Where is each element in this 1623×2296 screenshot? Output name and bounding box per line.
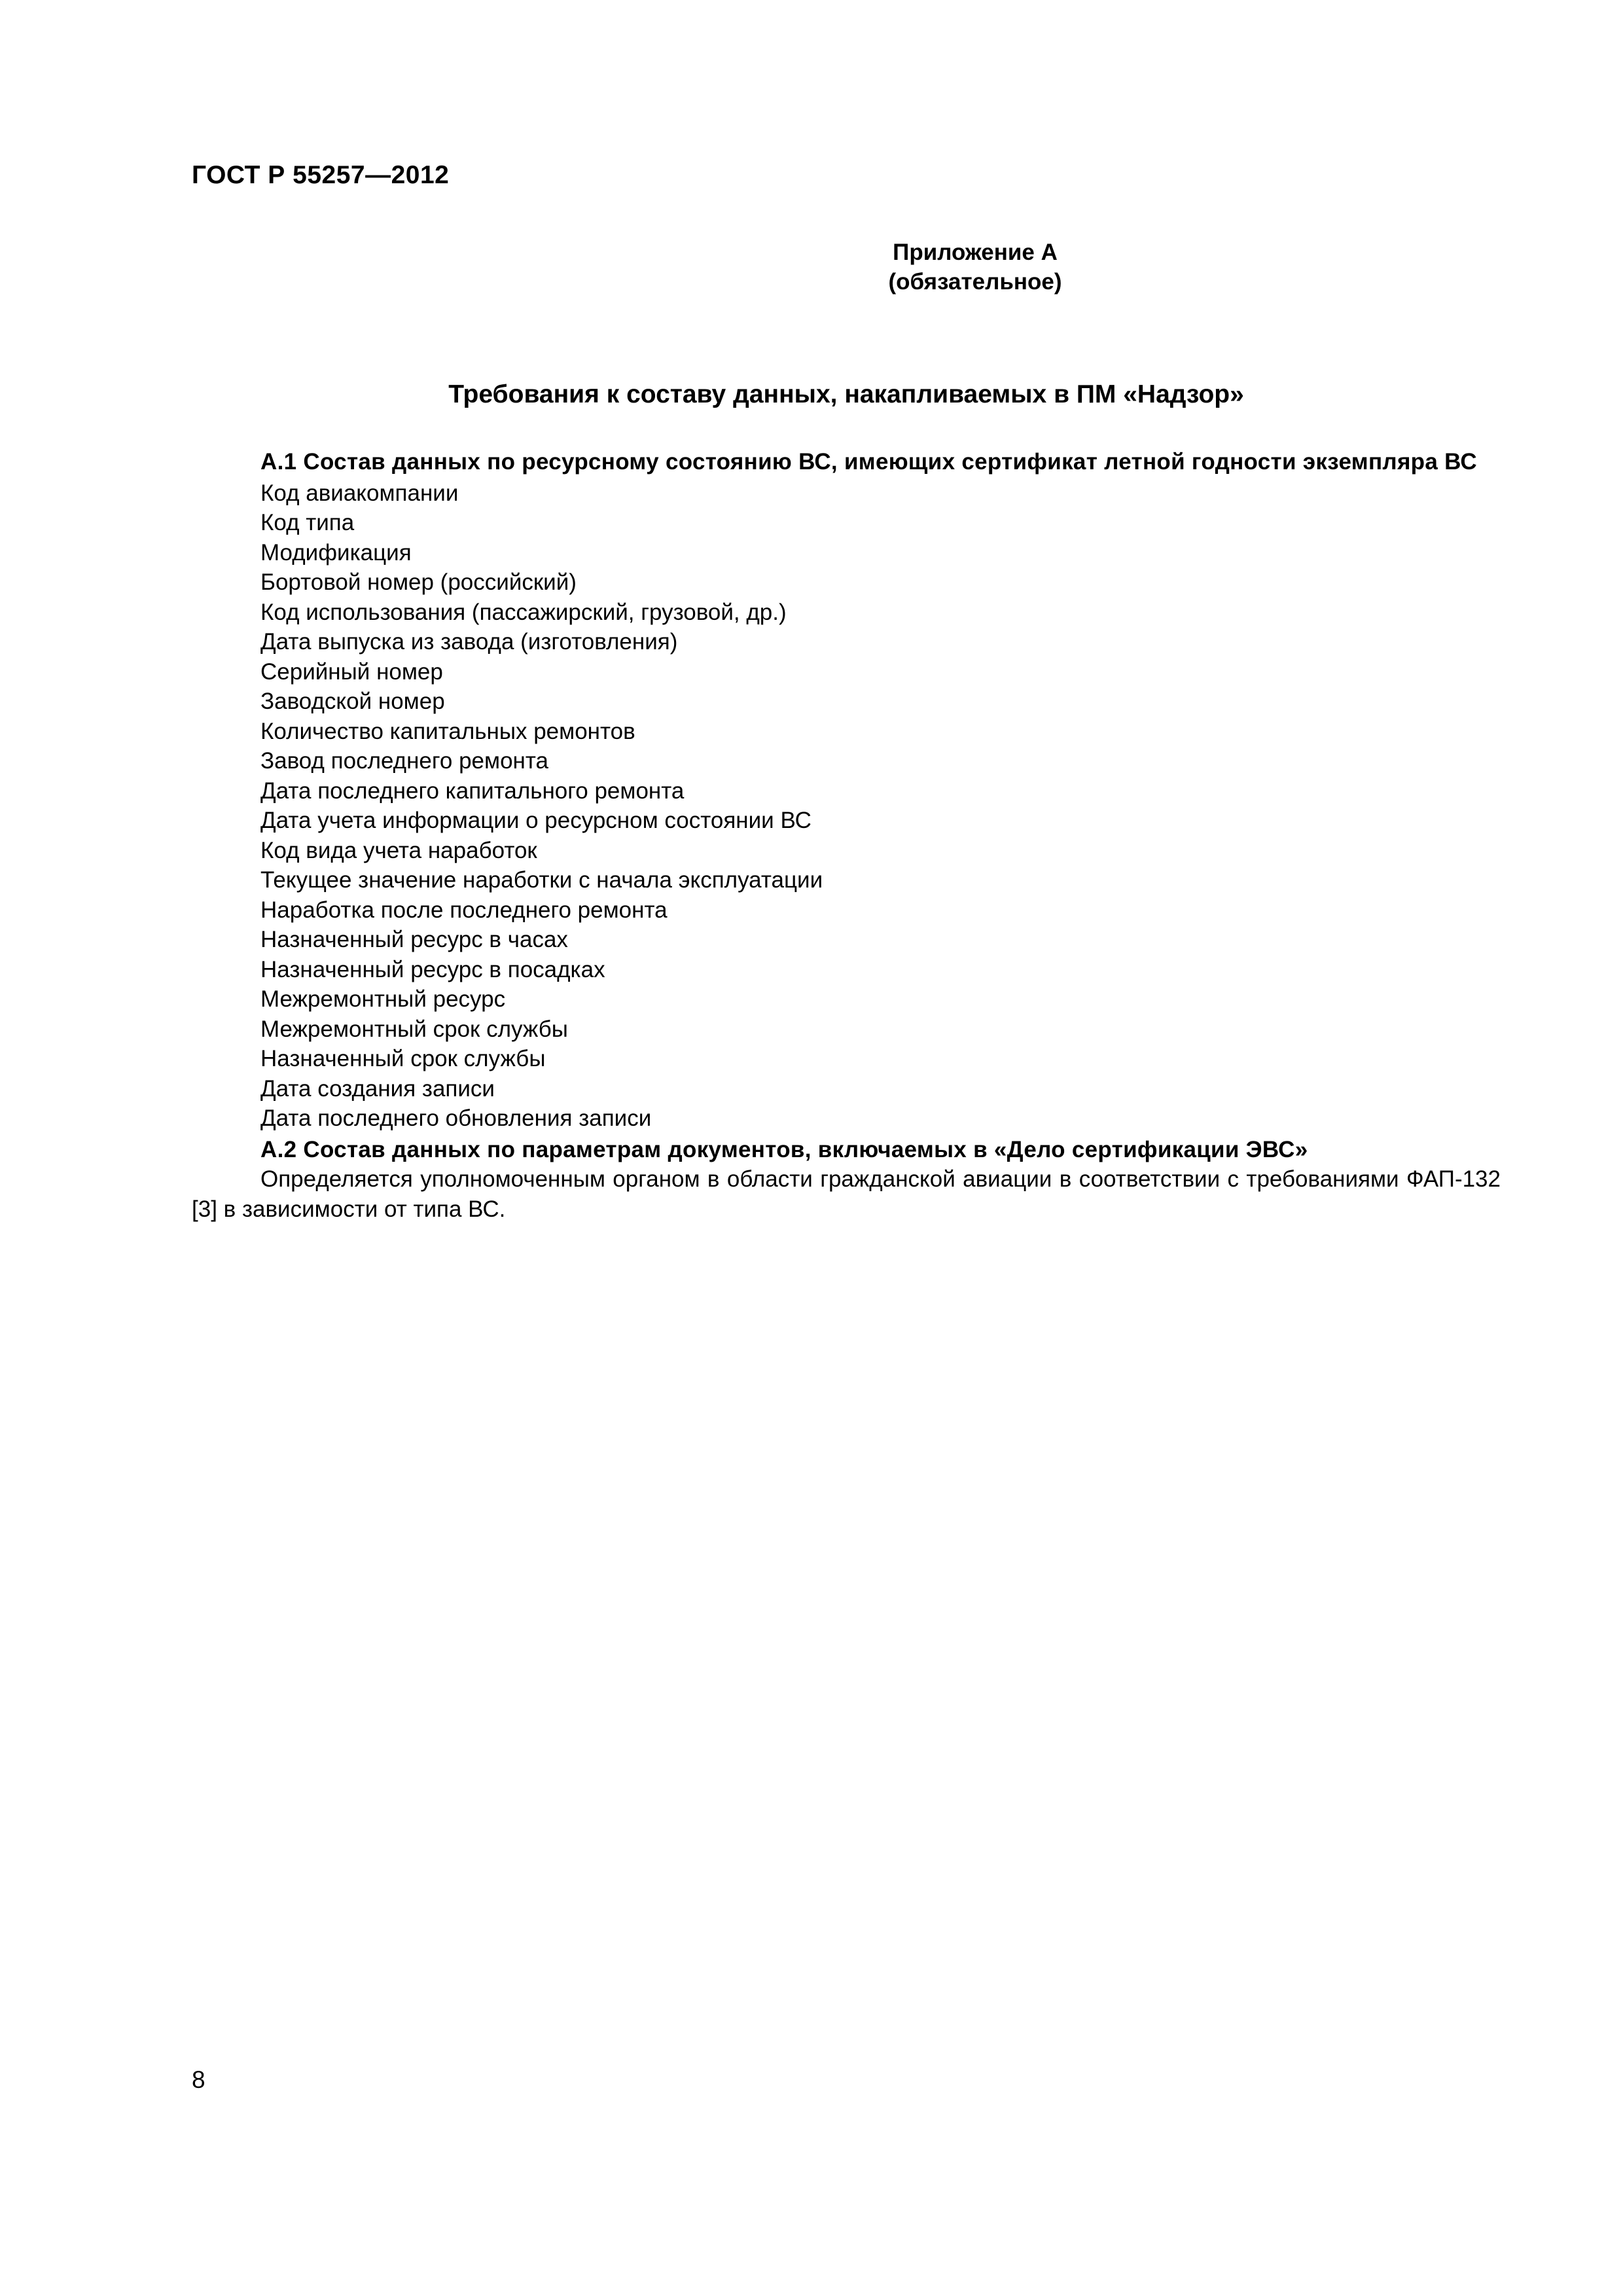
list-item: Серийный номер — [260, 658, 443, 685]
list-item: Дата создания записи — [260, 1075, 495, 1102]
appendix-title: Приложение А — [893, 240, 1058, 265]
list-item: Модификация — [260, 539, 412, 565]
section-a1-heading: А.1 Состав данных по ресурсному состоянию ВС, имеющих сертификат летной годности экземпляра ВС — [260, 449, 1477, 475]
document-body — [192, 447, 1501, 1224]
list-item: Количество капитальных ремонтов — [260, 718, 635, 744]
page-number: 8 — [192, 2066, 205, 2093]
list-item: Наработка после последнего ремонта — [260, 897, 668, 923]
list-item: Дата последнего капитального ремонта — [260, 778, 685, 804]
list-item: Текущее значение наработки с начала эксплуатации — [260, 867, 823, 893]
list-item: Завод последнего ремонта — [260, 748, 548, 774]
list-item: Код использования (пассажирский, грузовой, др.) — [260, 599, 787, 625]
list-item: Дата учета информации о ресурсном состоянии ВС — [260, 808, 812, 833]
appendix-status: (обязательное) — [888, 269, 1062, 295]
list-item: Заводской номер — [260, 689, 445, 714]
appendix-heading — [720, 238, 1230, 296]
list-item: Код авиакомпании — [260, 480, 459, 506]
list-item: Дата последнего обновления записи — [260, 1105, 652, 1131]
list-item: Назначенный ресурс в часах — [260, 927, 568, 952]
list-item: Код типа — [260, 510, 355, 535]
main-title: Требования к составу данных, накапливаемых в ПМ «Надзор» — [448, 380, 1244, 408]
list-item: Бортовой номер (российский) — [260, 569, 577, 595]
list-item: Межремонтный срок службы — [260, 1016, 568, 1042]
section-a2-text: Определяется уполномоченным органом в области гражданской авиации в соответствии с требованиями ФАП-132 [3] в зависимости от типа ВС. — [192, 1166, 1501, 1222]
list-item: Межремонтный ресурс — [260, 986, 506, 1012]
list-item: Назначенный срок службы — [260, 1046, 546, 1071]
section-a1-list — [192, 478, 1501, 1134]
list-item: Код вида учета наработок — [260, 837, 537, 863]
standard-designation: ГОСТ Р 55257—2012 — [192, 161, 450, 189]
section-a2-heading: А.2 Состав данных по параметрам документов, включаемых в «Дело сертификации ЭВС» — [260, 1136, 1308, 1162]
list-item: Дата выпуска из завода (изготовления) — [260, 629, 678, 655]
list-item: Назначенный ресурс в посадках — [260, 956, 605, 982]
